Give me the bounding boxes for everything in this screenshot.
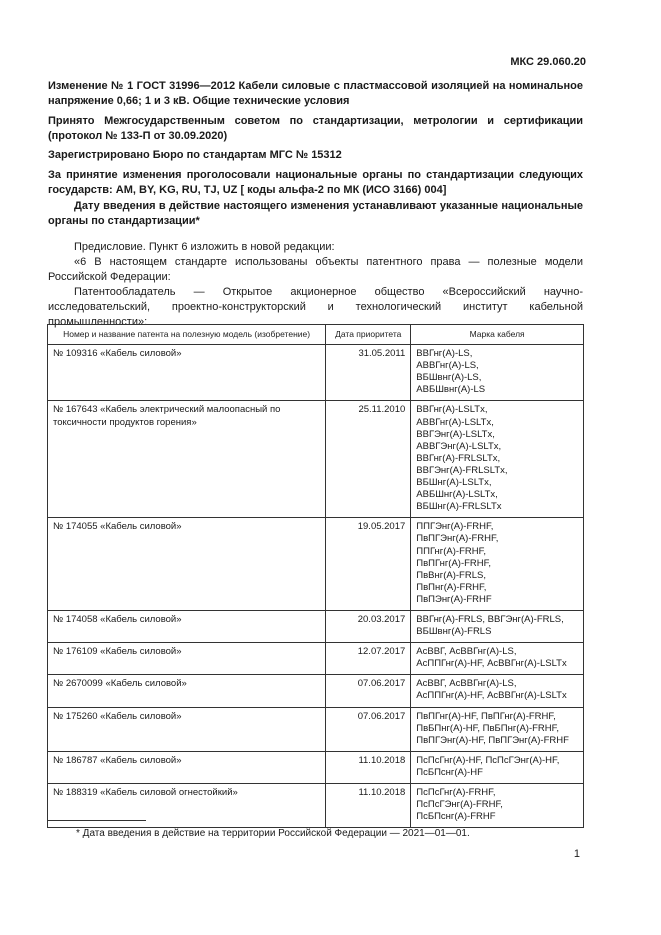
- classification-code: МКС 29.060.20: [510, 56, 586, 68]
- cable-brand: АВБШнг(А)-LSLTx,: [416, 489, 498, 501]
- cable-brand: ПвВнг(А)-FRLS,: [416, 569, 486, 581]
- patent-cell: № 174058 «Кабель силовой»: [48, 610, 326, 642]
- priority-date-cell: 11.10.2018: [326, 784, 411, 828]
- cable-brand: ПсБПснг(А)-HF: [416, 766, 483, 778]
- cable-brand-cell: [411, 707, 584, 751]
- table-row: [48, 643, 584, 675]
- cable-brand: АсППГнг(А)-HF, АсВВГнг(А)-LSLTx: [416, 690, 567, 702]
- table-row: [48, 401, 584, 518]
- cable-brand: АсВВГ, АсВВГнг(А)-LS,: [416, 678, 517, 690]
- priority-date-cell: 31.05.2011: [326, 345, 411, 401]
- column-header-date: Дата приоритета: [326, 325, 411, 345]
- body-paragraph-3: Патентообладатель — Открытое акционерное общество «Всероссийский научно-исследовательский, проектно-конструкторский и технологический институт кабельной промышленности»:: [48, 286, 583, 328]
- cable-brand: ВБШнг(А)-LSLTx,: [416, 477, 492, 489]
- footnote-divider: [48, 820, 146, 821]
- priority-date-cell: 25.11.2010: [326, 401, 411, 518]
- cable-brand: ПвПЭнг(А)-FRHF: [416, 593, 492, 605]
- cable-brand-cell: [411, 751, 584, 783]
- priority-date-cell: 20.03.2017: [326, 610, 411, 642]
- cable-brand: АсППГнг(А)-HF, АсВВГнг(А)-LSLTx: [416, 658, 567, 670]
- column-header-patent: Номер и название патента на полезную модель (изобретение): [48, 325, 326, 345]
- cable-brand: ВБШвнг(А)-LS,: [416, 372, 482, 384]
- cable-brand: АВВГЭнг(А)-LSLTx,: [416, 440, 502, 452]
- cable-brand: ВБШнг(А)-FRLSLTx: [416, 501, 502, 513]
- table-row: [48, 707, 584, 751]
- patent-cell: № 176109 «Кабель силовой»: [48, 643, 326, 675]
- cable-brand: ПвПГЭнг(А)-FRHF,: [416, 533, 499, 545]
- body-paragraph-2: «6 В настоящем стандарте использованы объекты патентного права — полезные модели Российской Федерации:: [48, 256, 583, 283]
- table-row: [48, 675, 584, 707]
- cable-brand: ПсБПснг(А)-FRHF: [416, 811, 496, 823]
- cable-brand: ПвПнг(А)-FRHF,: [416, 581, 487, 593]
- cable-brand: АсВВГ, АсВВГнг(А)-LS,: [416, 646, 517, 658]
- cable-brand: ВВГнг(А)-FRLSLTx,: [416, 452, 501, 464]
- cable-brand: ВВГЭнг(А)-FRLSLTx,: [416, 464, 508, 476]
- cable-brand: ППГЭнг(А)-FRHF,: [416, 521, 494, 533]
- table-row: [48, 345, 584, 401]
- priority-date-cell: 07.06.2017: [326, 707, 411, 751]
- table-row: [48, 518, 584, 611]
- patent-cell: № 174055 «Кабель силовой»: [48, 518, 326, 611]
- cable-brand-cell: [411, 784, 584, 828]
- patent-cell: № 167643 «Кабель электрический малоопасный по токсичности продуктов горения»: [48, 401, 326, 518]
- patent-cell: № 175260 «Кабель силовой»: [48, 707, 326, 751]
- patent-table: [47, 324, 584, 828]
- accepted-note: Принято Межгосударственным советом по стандартизации, метрологии и сертификации (протокол № 133-П от 30.09.2020): [48, 115, 583, 142]
- column-header-cable: Марка кабеля: [411, 325, 584, 345]
- patent-cell: № 188319 «Кабель силовой огнестойкий»: [48, 784, 326, 828]
- cable-brand: ПвПГнг(А)-FRHF,: [416, 557, 492, 569]
- cable-brand: АВВГнг(А)-LS,: [416, 360, 479, 372]
- priority-date-cell: 11.10.2018: [326, 751, 411, 783]
- patent-cell: № 186787 «Кабель силовой»: [48, 751, 326, 783]
- cable-brand: ВВГнг(А)-LS,: [416, 348, 473, 360]
- cable-brand: ВВГЭнг(А)-LSLTx,: [416, 428, 495, 440]
- table-row: [48, 784, 584, 828]
- priority-date-cell: 12.07.2017: [326, 643, 411, 675]
- cable-brand-cell: [411, 345, 584, 401]
- table-header-row: [48, 325, 584, 345]
- cable-brand: ВВГнг(А)-FRLS, ВВГЭнг(А)-FRLS,: [416, 613, 564, 625]
- voted-note: За принятие изменения проголосовали национальные органы по стандартизации следующих государств: AM, BY, KG, RU, TJ, UZ [ коды альфа-2 по МК (ИСО 3166) 004]: [48, 169, 583, 196]
- cable-brand: ПсПсГнг(А)-FRHF,: [416, 787, 496, 798]
- priority-date-cell: 19.05.2017: [326, 518, 411, 611]
- patent-cell: № 2670099 «Кабель силовой»: [48, 675, 326, 707]
- table-row: [48, 610, 584, 642]
- document-title: Изменение № 1 ГОСТ 31996—2012 Кабели силовые с пластмассовой изоляцией на номинальное напряжение 0,66; 1 и 3 кВ. Общие технические условия: [48, 80, 583, 107]
- table-row: [48, 751, 584, 783]
- priority-date-cell: 07.06.2017: [326, 675, 411, 707]
- registered-note: Зарегистрировано Бюро по стандартам МГС № 15312: [48, 149, 342, 161]
- effective-date-note: Дату введения в действие настоящего изменения устанавливают указанные национальные органы по стандартизации*: [48, 200, 583, 227]
- cable-brand: ПвПГЭнг(А)-HF, ПвПГЭнг(А)-FRHF: [416, 734, 569, 746]
- cable-brand-cell: [411, 518, 584, 611]
- cable-brand: ПвБПнг(А)-HF, ПвБПнг(А)-FRHF,: [416, 722, 560, 734]
- patent-cell: № 109316 «Кабель силовой»: [48, 345, 326, 401]
- cable-brand-cell: [411, 643, 584, 675]
- cable-brand: ППГнг(А)-FRHF,: [416, 545, 487, 557]
- footnote: * Дата введения в действие на территории Российской Федерации — 2021—01—01.: [76, 828, 470, 839]
- body-paragraph-1: Предисловие. Пункт 6 изложить в новой редакции:: [74, 241, 335, 253]
- cable-brand: АВБШвнг(А)-LS: [416, 384, 486, 396]
- cable-brand: ПвПГнг(А)-HF, ПвПГнг(А)-FRHF,: [416, 710, 556, 722]
- cable-brand: АВВГнг(А)-LSLTx,: [416, 416, 494, 428]
- cable-brand-cell: [411, 610, 584, 642]
- cable-brand: ВВГнг(А)-LSLTx,: [416, 404, 488, 416]
- cable-brand: ВБШвнг(А)-FRLS: [416, 626, 492, 638]
- cable-brand: ПсПсГнг(А)-HF, ПсПсГЭнг(А)-HF,: [416, 754, 560, 766]
- cable-brand-cell: [411, 401, 584, 518]
- page-number: 1: [573, 848, 580, 860]
- cable-brand-cell: [411, 675, 584, 707]
- cable-brand: ПсПсГЭнг(А)-FRHF,: [416, 799, 503, 811]
